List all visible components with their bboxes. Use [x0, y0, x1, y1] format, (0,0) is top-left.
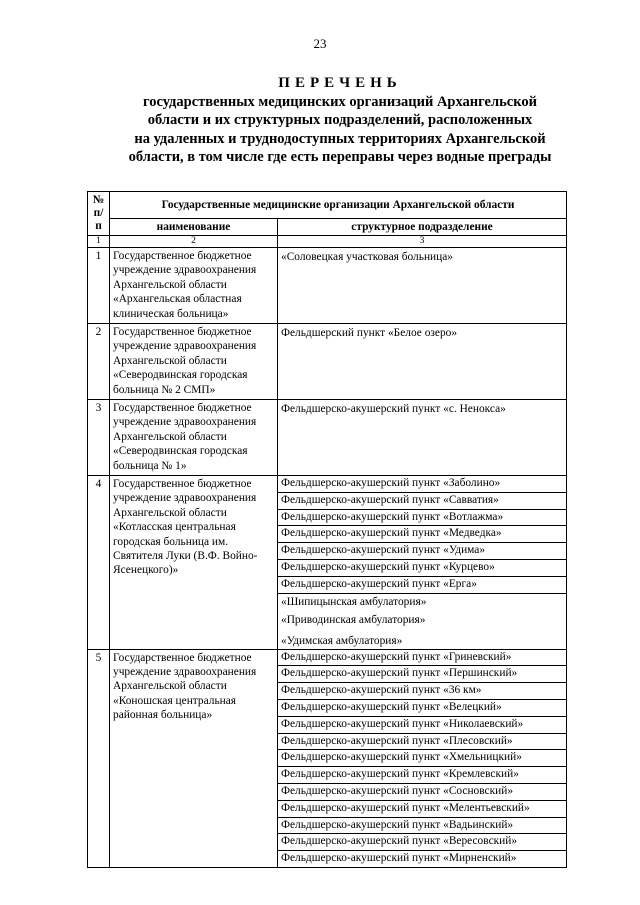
index-cell: 1	[88, 236, 110, 248]
struct-unit: Фельдшерско-акушерский пункт «Ерга»	[278, 577, 566, 594]
row-number: 2	[88, 324, 110, 400]
struct-list	[278, 248, 567, 324]
row-number: 1	[88, 248, 110, 324]
organizations-table	[87, 191, 567, 868]
struct-unit: Фельдшерско-акушерский пункт «Плесовский»	[278, 734, 566, 751]
index-cell: 3	[278, 236, 567, 248]
struct-unit: Фельдшерско-акушерский пункт «Мирненский»	[281, 852, 517, 865]
org-name: Государственное бюджетное учреждение здравоохранения Архангельской области «Котласская центральная городская больница им. Святителя Луки (В.Ф. Войно-Ясенецкого)»	[110, 476, 278, 650]
struct-unit: Фельдшерско-акушерский пункт «Заболино»	[278, 476, 566, 493]
org-name: Государственное бюджетное учреждение здравоохранения Архангельской области «Северодвинская городская больница № 1»	[110, 400, 278, 476]
title-line: области и их структурных подразделений, расположенных	[147, 112, 533, 128]
org-name: Государственное бюджетное учреждение здравоохранения Архангельской области «Северодвинская городская больница № 2 СМП»	[110, 324, 278, 400]
struct-unit: Фельдшерско-акушерский пункт «с. Ненокса»	[281, 403, 506, 415]
index-cell: 2	[110, 236, 278, 248]
row-number: 3	[88, 400, 110, 476]
table-row	[88, 649, 567, 867]
document-title	[80, 74, 600, 167]
table-row	[88, 400, 567, 476]
struct-unit: Фельдшерско-акушерский пункт «36 км»	[278, 683, 566, 700]
table-row	[88, 324, 567, 400]
struct-unit: Фельдшерско-акушерский пункт «Кремлевский»	[278, 767, 566, 784]
struct-unit: Фельдшерско-акушерский пункт «Сосновский»	[278, 784, 566, 801]
struct-unit: Фельдшерско-акушерский пункт «Вадьинский»	[278, 818, 566, 835]
struct-unit: Фельдшерский пункт «Белое озеро»	[281, 327, 458, 339]
struct-unit: Фельдшерско-акушерский пункт «Медведка»	[278, 526, 566, 543]
row-number: 4	[88, 476, 110, 650]
title-main: ПЕРЕЧЕНЬ	[278, 75, 402, 91]
struct-list	[278, 649, 567, 867]
row-number: 5	[88, 649, 110, 867]
struct-list	[278, 400, 567, 476]
struct-unit: «Шипицынская амбулатория»	[281, 595, 427, 608]
struct-unit: Фельдшерско-акушерский пункт «Удима»	[278, 543, 566, 560]
title-line: области, в том числе где есть переправы через водные преграды	[128, 149, 552, 165]
page-number: 23	[313, 36, 327, 51]
struct-unit: Фельдшерско-акушерский пункт «Гриневский»	[278, 650, 566, 667]
struct-unit: Фельдшерско-акушерский пункт «Хмельницкий»	[278, 750, 566, 767]
header-name: наименование	[110, 219, 278, 236]
header-num: № п/п	[88, 192, 110, 236]
struct-unit: Фельдшерско-акушерский пункт «Вотлажма»	[278, 510, 566, 527]
header-struct: структурное подразделение	[278, 219, 567, 236]
header-group: Государственные медицинские организации Архангельской области	[110, 192, 567, 219]
struct-unit: «Соловецкая участковая больница»	[281, 251, 453, 263]
struct-list	[278, 324, 567, 400]
struct-unit: Фельдшерско-акушерский пункт «Курцево»	[278, 560, 566, 577]
struct-unit: Фельдшерско-акушерский пункт «Савватия»	[278, 493, 566, 510]
org-name: Государственное бюджетное учреждение здравоохранения Архангельской области «Архангельская областная клиническая больница»	[110, 248, 278, 324]
struct-unit: Фельдшерско-акушерский пункт «Першинский»	[278, 666, 566, 683]
struct-unit: Фельдшерско-акушерский пункт «Велецкий»	[278, 700, 566, 717]
struct-unit: Фельдшерско-акушерский пункт «Вересовский»	[278, 834, 566, 851]
struct-unit: «Удимская амбулатория»	[281, 634, 403, 647]
org-name: Государственное бюджетное учреждение здравоохранения Архангельской области «Коношская центральная районная больница»	[110, 649, 278, 867]
struct-unit: Фельдшерско-акушерский пункт «Мелентьевский»	[278, 801, 566, 818]
table-row	[88, 248, 567, 324]
struct-unit: Фельдшерско-акушерский пункт «Николаевский»	[278, 717, 566, 734]
title-line: государственных медицинских организаций Архангельской	[143, 93, 537, 110]
struct-unit: «Приводинская амбулатория»	[281, 613, 426, 626]
struct-list	[278, 476, 567, 650]
title-line: на удаленных и труднодоступных территориях Архангельской	[134, 130, 546, 147]
table-row	[88, 476, 567, 650]
